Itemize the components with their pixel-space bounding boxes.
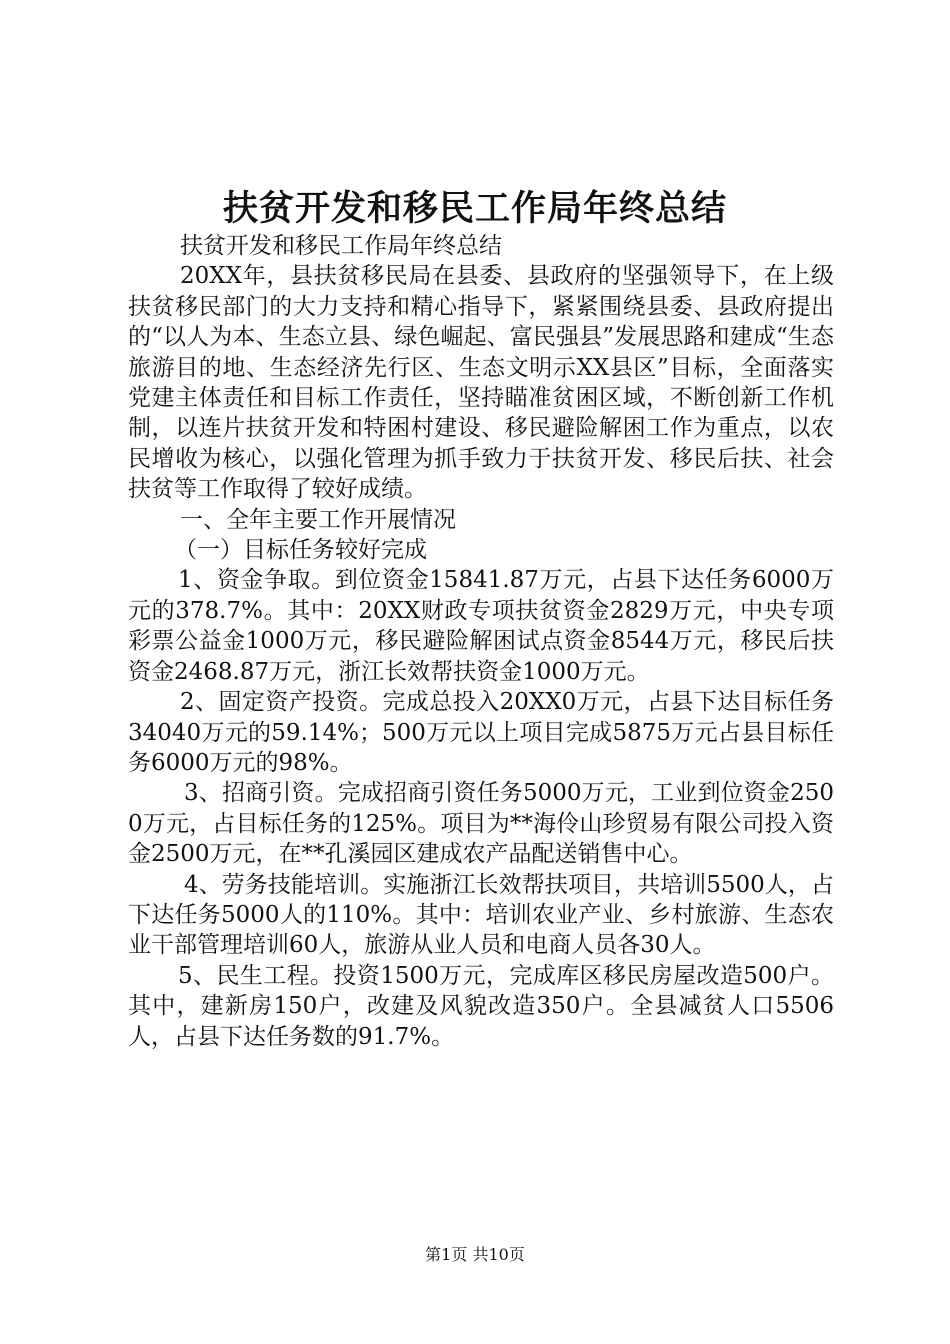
subtitle-paragraph: 扶贫开发和移民工作局年终总结 bbox=[180, 233, 502, 259]
page-number: 第1页 bbox=[425, 1245, 468, 1264]
item-paragraph-funds: 1、资金争取。到位资金15841.87万元，占县下达任务6000万元的378.7%。其中：20XX财政专项扶贫资金2829万元，中央专项彩票公益金1000万元，移民避险解困试点资金8544万元，移民后扶资金2468.87万元，浙江长效帮扶资金1000万元。 bbox=[128, 567, 834, 685]
page-total: 共10页 bbox=[472, 1245, 525, 1264]
page-footer bbox=[0, 1243, 950, 1267]
subsection-heading: （一）目标任务较好完成 bbox=[174, 537, 427, 564]
document-body bbox=[128, 231, 834, 1052]
document-title: 扶贫开发和移民工作局年终总结 bbox=[222, 189, 727, 229]
intro-paragraph: 20XX年，县扶贫移民局在县委、县政府的坚强领导下，在上级扶贫移民部门的大力支持和精心指导下，紧紧围绕县委、县政府提出的“以人为本、生态立县、绿色崛起、富民强县”发展思路和建成“生态旅游目的地、生态经济先行区、生态文明示XX县区”目标，全面落实党建主体责任和目标工作责任，坚持瞄准贫困区域，不断创新工作机制，以连片扶贫开发和特困村建设、移民避险解困工作为重点，以农民增收为核心，以强化管理为抓手致力于扶贫开发、移民后扶、社会扶贫等工作取得了较好成绩。 bbox=[128, 263, 834, 503]
item-paragraph-investment: 2、固定资产投资。完成总投入20XX0万元，占县下达目标任务34040万元的59.14%；500万元以上项目完成5875万元占县目标任务6000万元的98%。 bbox=[128, 689, 834, 776]
item-paragraph-livelihood: 5、民生工程。投资1500万元，完成库区移民房屋改造500户。其中，建新房150户，改建及风貌改造350户。全县减贫人口5506人，占县下达任务数的91.7%。 bbox=[128, 962, 834, 1050]
item-paragraph-training: 4、劳务技能培训。实施浙江长效帮扶项目，共培训5500人，占下达任务5000人的110%。其中：培训农业产业、乡村旅游、生态农业干部管理培训60人，旅游从业人员和电商人员各30人。 bbox=[128, 871, 834, 959]
section-heading: 一、全年主要工作开展情况 bbox=[180, 506, 456, 533]
item-paragraph-attracting-investment: 3、招商引资。完成招商引资任务5000万元，工业到位资金2500万元，占目标任务的125%。项目为**海伶山珍贸易有限公司投入资金2500万元，在**孔溪园区建成农产品配送销售中心。 bbox=[128, 780, 834, 868]
